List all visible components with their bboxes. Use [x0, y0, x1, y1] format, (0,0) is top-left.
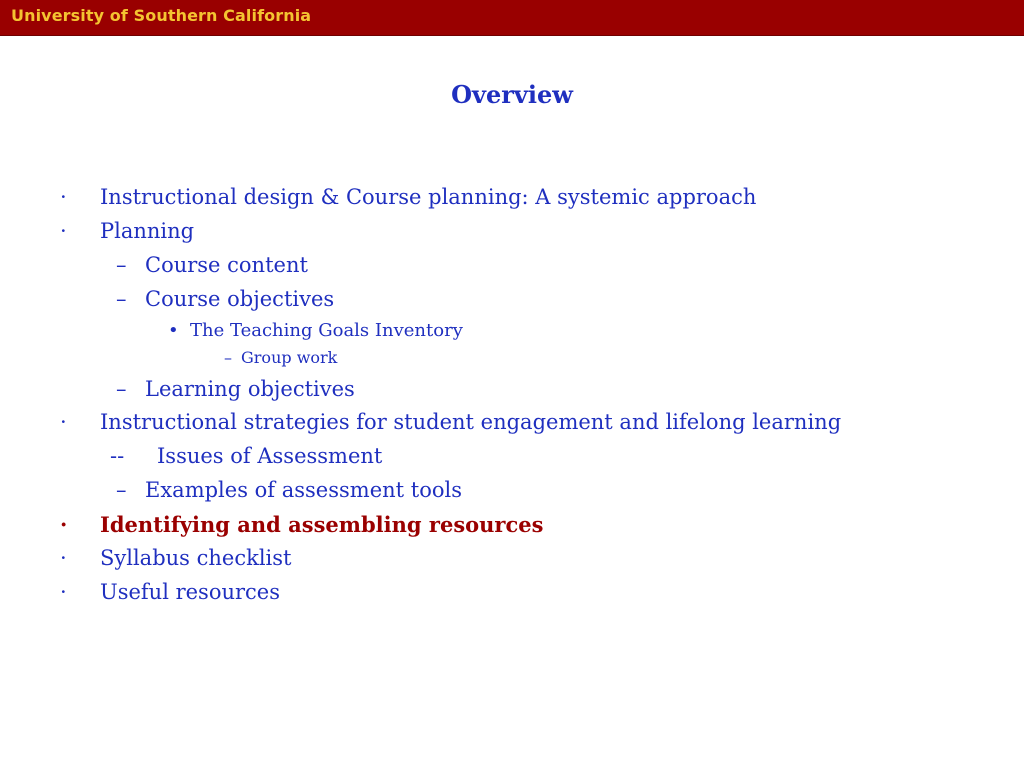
bullet-marker: · [60, 185, 67, 209]
bullet-marker: · [60, 512, 68, 537]
dash-marker: -- [110, 444, 125, 468]
outline-item-text: Issues of Assessment [157, 444, 383, 468]
bullet-marker: · [60, 580, 67, 604]
outline-item-text: Identifying and assembling resources [100, 512, 544, 537]
bullet-marker: · [60, 546, 67, 570]
outline-item-text: Group work [241, 348, 338, 367]
bullet-marker: · [60, 219, 67, 243]
outline-item-text: Useful resources [100, 580, 281, 604]
dash-marker: – [116, 287, 127, 311]
university-name: University of Southern California [11, 6, 312, 25]
slide-title: Overview [451, 80, 573, 109]
dash-marker: – [116, 377, 127, 401]
dash-marker: – [116, 478, 127, 502]
bullet-marker: · [60, 410, 67, 434]
outline-item-text: Instructional strategies for student engagement and lifelong learning [100, 410, 842, 434]
dash-marker: – [224, 348, 232, 367]
dash-marker: – [116, 253, 127, 277]
outline-item-text: The Teaching Goals Inventory [190, 320, 463, 341]
outline-item-text: Planning [100, 219, 195, 243]
outline-item-text: Examples of assessment tools [145, 478, 462, 502]
outline-item-text: Instructional design & Course planning: A systemic approach [100, 185, 757, 209]
outline-item-text: Course content [145, 253, 308, 277]
outline-item-text: Syllabus checklist [100, 546, 292, 570]
bullet-marker: • [168, 320, 179, 341]
outline-item-text: Course objectives [145, 287, 335, 311]
outline-item-text: Learning objectives [145, 377, 355, 401]
